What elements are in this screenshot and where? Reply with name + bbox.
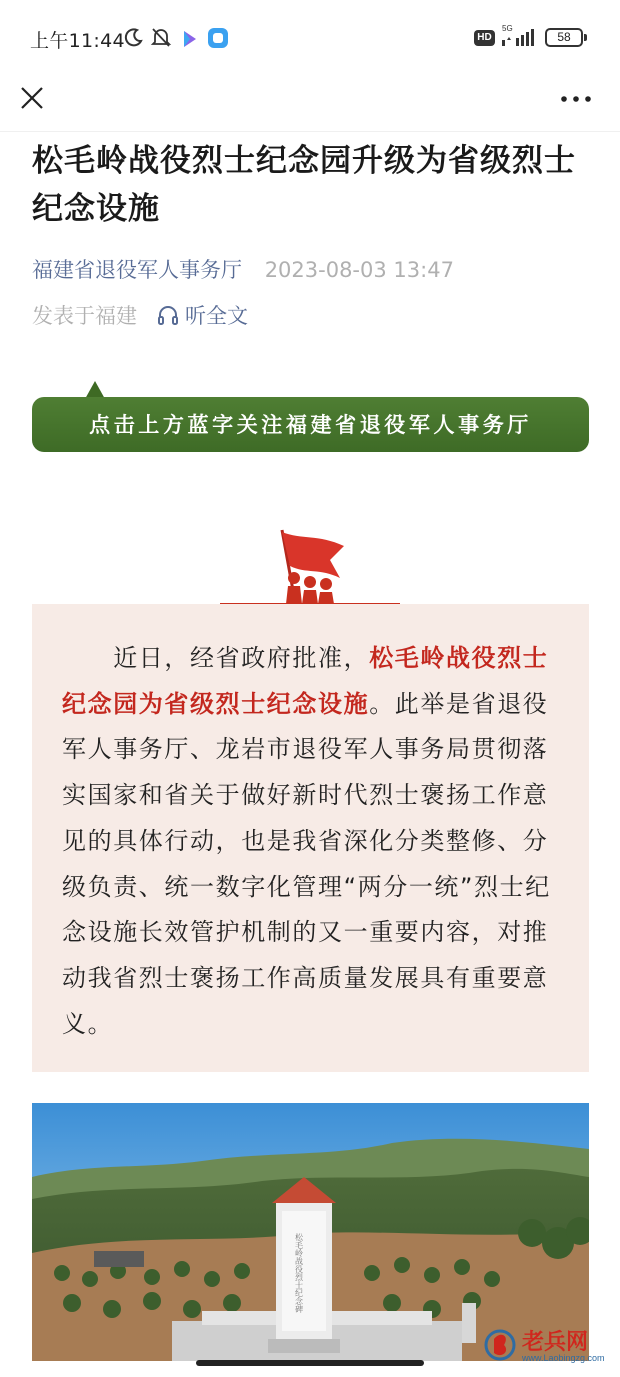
publish-time: 2023-08-03 13:47 xyxy=(264,258,454,282)
bell-off-icon xyxy=(150,26,172,48)
intro-body: 。此举是省退役军人事务厅、龙岩市退役军人事务局贯彻落实国家和省关于做好新时代烈士褒扬工作意见的具体行动，也是我省深化分类整修、分级负责、统一数字化管理“两分一统”烈士纪念设施长效管护机制的又一重要内容，对推动我省烈士褒扬工作高质量发展具有重要意义。 xyxy=(62,689,551,1038)
article-meta xyxy=(32,254,592,284)
headphones-icon xyxy=(157,304,179,326)
account-name-link[interactable]: 福建省退役军人事务厅 xyxy=(32,258,242,282)
moon-icon xyxy=(124,27,144,47)
article-title: 松毛岭战役烈士纪念园升级为省级烈士纪念设施 xyxy=(32,143,576,227)
intro-paragraph xyxy=(62,636,559,1047)
monument-inscription: 松毛岭战役烈士纪念碑 xyxy=(294,1233,304,1313)
intro-highlight: 松毛岭战役烈士纪念园为省级烈士纪念设施 xyxy=(62,644,549,718)
status-time: 上午11:44 xyxy=(30,30,125,52)
more-icon[interactable] xyxy=(560,94,592,104)
publish-location: 发表于福建 xyxy=(32,304,137,328)
app-icon xyxy=(207,27,229,49)
signal-icon xyxy=(500,26,540,48)
watermark-name: 老兵网 xyxy=(522,1329,589,1355)
status-bar xyxy=(0,0,620,76)
nav-bar xyxy=(0,76,620,132)
play-icon xyxy=(182,30,198,48)
home-indicator[interactable] xyxy=(196,1360,424,1366)
network-label: 5G xyxy=(502,24,513,33)
intro-lead: 近日，经省政府批准， xyxy=(113,644,370,672)
intro-box xyxy=(32,604,589,1072)
battery-indicator: 58 xyxy=(545,28,583,47)
watermark-url: www.Laobingzg.com xyxy=(522,1353,605,1363)
article-meta-2 xyxy=(32,300,248,330)
red-flag-decoration xyxy=(210,526,410,608)
listen-label: 听全文 xyxy=(185,304,248,328)
hd-badge: HD xyxy=(474,30,495,46)
listen-button[interactable] xyxy=(157,300,248,330)
close-icon[interactable] xyxy=(18,84,46,112)
follow-banner[interactable]: 点击上方蓝字关注福建省退役军人事务厅 xyxy=(32,397,589,452)
